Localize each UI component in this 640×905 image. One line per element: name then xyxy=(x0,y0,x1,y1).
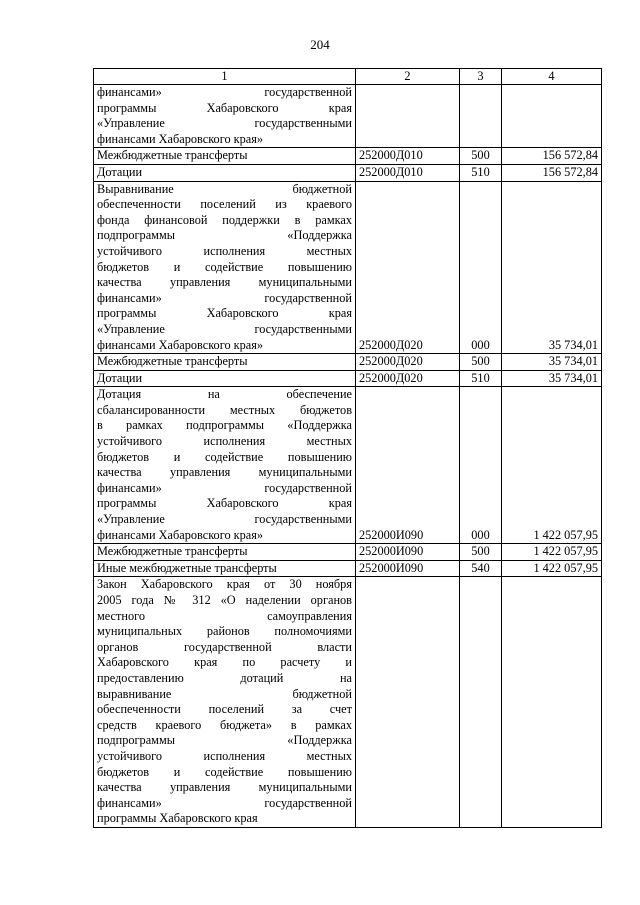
description-line: Дотации xyxy=(97,370,143,385)
description-line: бюджетов и содействие повышению xyxy=(97,449,352,464)
row-description xyxy=(94,354,356,371)
description-line: «Управление государственными xyxy=(97,321,352,336)
description-line: местного самоуправления xyxy=(97,608,352,623)
table-row xyxy=(94,387,602,544)
description-line: Хабаровского края по расчету и xyxy=(97,655,352,670)
row-sum: 1 422 057,95 xyxy=(502,560,602,577)
description-line: Дотация на обеспечение xyxy=(97,387,352,402)
description-line: Дотации xyxy=(97,164,143,179)
table-row xyxy=(94,164,602,181)
table-row xyxy=(94,577,602,828)
table-row xyxy=(94,181,602,354)
header-col-4: 4 xyxy=(502,69,602,85)
description-line: устойчивого исполнения местных xyxy=(97,434,352,449)
row-type: 000 xyxy=(460,181,502,354)
description-line: в рамках подпрограммы «Поддержка xyxy=(97,418,352,433)
description-line: обеспеченности поселений из краевого xyxy=(97,197,352,212)
row-description xyxy=(94,148,356,165)
row-description xyxy=(94,577,356,828)
row-sum: 35 734,01 xyxy=(502,354,602,371)
description-line: подпрограммы «Поддержка xyxy=(97,733,352,748)
row-type: 540 xyxy=(460,560,502,577)
description-line: программы Хабаровского края xyxy=(97,496,352,511)
row-code: 252000Д010 xyxy=(356,148,460,165)
row-type: 510 xyxy=(460,370,502,387)
description-line: финансами» государственной xyxy=(97,290,352,305)
row-description xyxy=(94,370,356,387)
row-description xyxy=(94,164,356,181)
description-line: муниципальных районов полномочиями xyxy=(97,624,352,639)
description-line: устойчивого исполнения местных xyxy=(97,748,352,763)
row-description xyxy=(94,85,356,148)
row-sum: 1 422 057,95 xyxy=(502,387,602,544)
table-row xyxy=(94,85,602,148)
description-line: программы Хабаровского края xyxy=(97,811,258,826)
row-sum: 156 572,84 xyxy=(502,148,602,165)
description-line: качества управления муниципальными xyxy=(97,465,352,480)
description-line: «Управление государственными xyxy=(97,512,352,527)
description-line: сбалансированности местных бюджетов xyxy=(97,402,352,417)
description-line: финансами» государственной xyxy=(97,480,352,495)
row-sum: 35 734,01 xyxy=(502,370,602,387)
row-code xyxy=(356,577,460,828)
table-row xyxy=(94,560,602,577)
row-code: 252000Д010 xyxy=(356,164,460,181)
row-sum: 35 734,01 xyxy=(502,181,602,354)
description-line: Иные межбюджетные трансферты xyxy=(97,560,277,575)
row-code: 252000И090 xyxy=(356,560,460,577)
description-line: Выравнивание бюджетной xyxy=(97,181,352,196)
description-line: финансами Хабаровского края» xyxy=(97,527,264,542)
description-line: выравнивание бюджетной xyxy=(97,686,352,701)
row-code: 252000И090 xyxy=(356,544,460,561)
row-description xyxy=(94,544,356,561)
budget-table-body xyxy=(94,69,602,828)
row-description xyxy=(94,560,356,577)
row-type: 000 xyxy=(460,387,502,544)
description-line: фонда финансовой поддержки в рамках xyxy=(97,212,352,227)
row-type: 500 xyxy=(460,544,502,561)
description-line: бюджетов и содействие повышению xyxy=(97,764,352,779)
row-sum: 156 572,84 xyxy=(502,164,602,181)
description-line: финансами» государственной xyxy=(97,85,352,99)
description-line: программы Хабаровского края xyxy=(97,100,352,115)
header-col-2: 2 xyxy=(356,69,460,85)
table-row xyxy=(94,370,602,387)
row-code xyxy=(356,85,460,148)
description-line: Межбюджетные трансферты xyxy=(97,148,248,163)
description-line: качества управления муниципальными xyxy=(97,275,352,290)
description-line: предоставлению дотаций на xyxy=(97,670,352,685)
row-type: 500 xyxy=(460,148,502,165)
row-code: 252000Д020 xyxy=(356,370,460,387)
row-type xyxy=(460,577,502,828)
description-line: «Управление государственными xyxy=(97,116,352,131)
header-col-1: 1 xyxy=(94,69,356,85)
description-line: Межбюджетные трансферты xyxy=(97,544,248,559)
description-line: подпрограммы «Поддержка xyxy=(97,228,352,243)
table-row xyxy=(94,354,602,371)
table-header-row xyxy=(94,69,602,85)
description-line: бюджетов и содействие повышению xyxy=(97,259,352,274)
row-code: 252000Д020 xyxy=(356,354,460,371)
description-line: Закон Хабаровского края от 30 ноября xyxy=(97,577,352,592)
row-code: 252000Д020 xyxy=(356,181,460,354)
description-line: финансами Хабаровского края» xyxy=(97,337,264,352)
description-line: программы Хабаровского края xyxy=(97,306,352,321)
row-sum xyxy=(502,85,602,148)
description-line: финансами» государственной xyxy=(97,795,352,810)
description-line: устойчивого исполнения местных xyxy=(97,243,352,258)
budget-table xyxy=(93,68,602,828)
description-line: финансами Хабаровского края» xyxy=(97,131,264,146)
description-line: качества управления муниципальными xyxy=(97,780,352,795)
description-line: 2005 года № 312 «О наделении органов xyxy=(97,593,352,607)
row-description xyxy=(94,387,356,544)
description-line: средств краевого бюджета» в рамках xyxy=(97,717,352,732)
row-code: 252000И090 xyxy=(356,387,460,544)
description-line: органов государственной власти xyxy=(97,639,352,654)
description-line: Межбюджетные трансферты xyxy=(97,354,248,369)
row-type: 500 xyxy=(460,354,502,371)
row-sum: 1 422 057,95 xyxy=(502,544,602,561)
table-row xyxy=(94,148,602,165)
page-number: 204 xyxy=(310,37,330,52)
description-line: обеспеченности поселений за счет xyxy=(97,702,352,717)
row-type: 510 xyxy=(460,164,502,181)
header-col-3: 3 xyxy=(460,69,502,85)
row-sum xyxy=(502,577,602,828)
table-row xyxy=(94,544,602,561)
row-description xyxy=(94,181,356,354)
row-type xyxy=(460,85,502,148)
